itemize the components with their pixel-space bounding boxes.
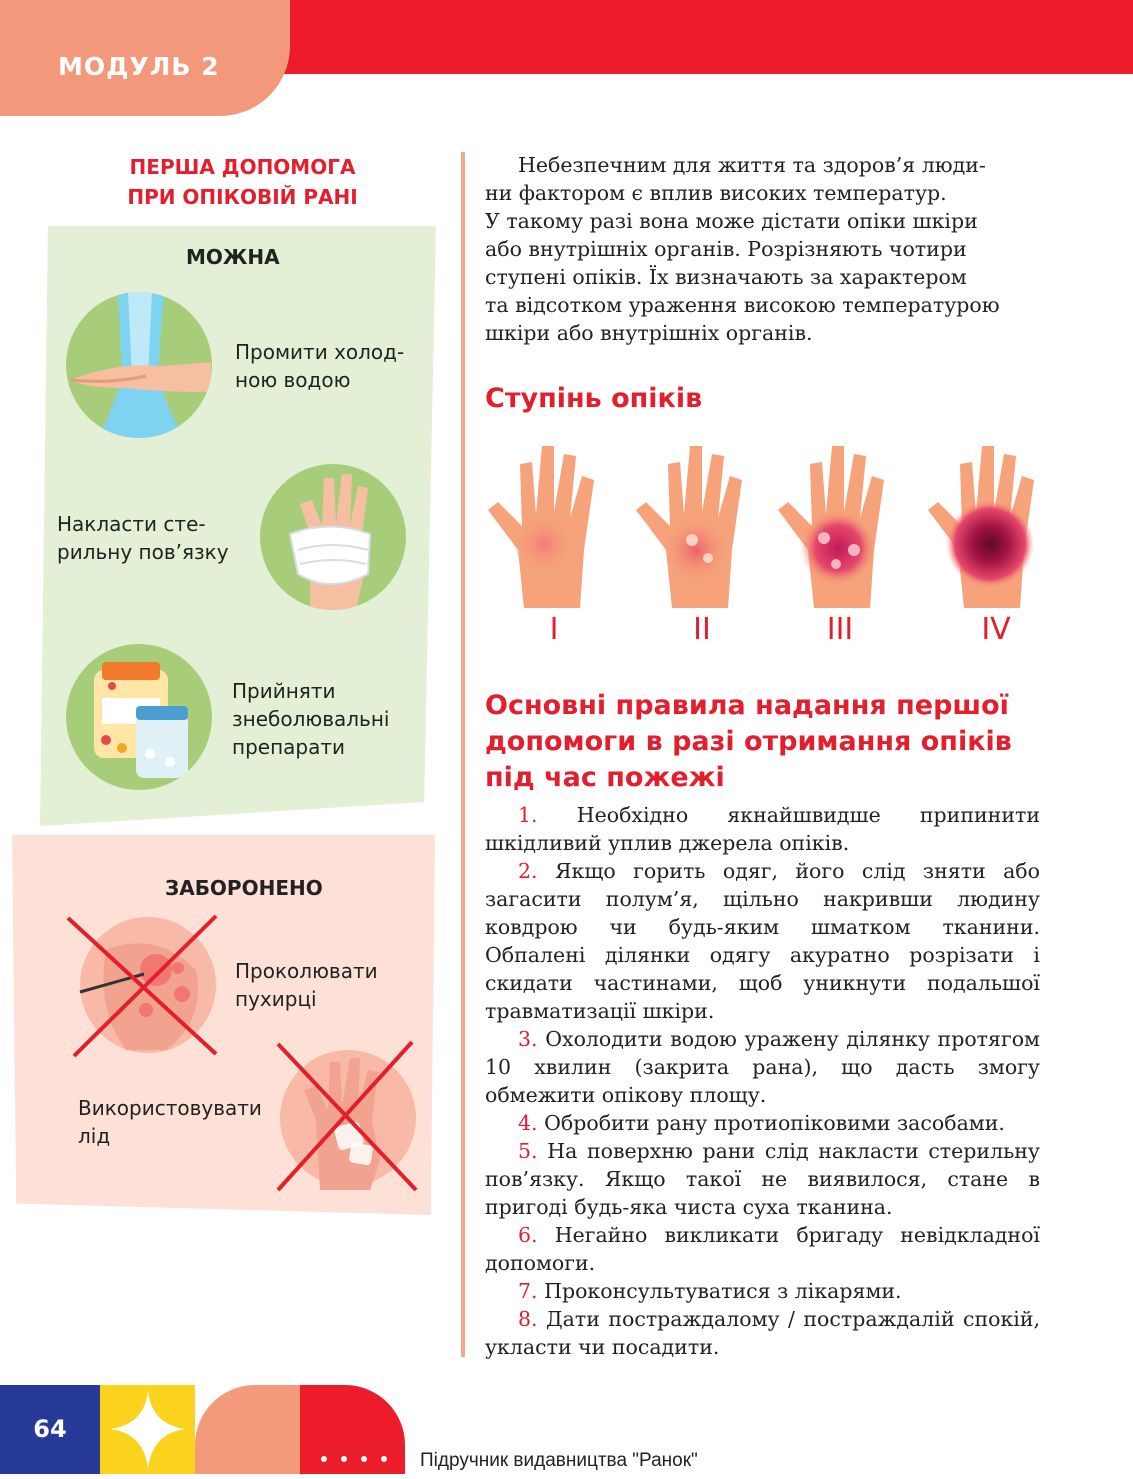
medicine-jars-icon [66, 644, 212, 790]
rules-list [485, 801, 1040, 1361]
dots-icon [300, 1385, 405, 1474]
degree-label-1: I [549, 612, 559, 647]
blister-needle-icon [66, 910, 226, 1060]
allowed-item-3-text: Прийняти знеболювальні препарати [232, 679, 390, 759]
ice-hand-icon [270, 1040, 420, 1195]
rule-item: 8. Дати постраждалому / постраждалій спокій, укласти чи посадити. [485, 1307, 1040, 1359]
footer-red-block [300, 1385, 405, 1474]
burn-hand-4-icon [928, 446, 1034, 608]
allowed-heading: МОЖНА [186, 245, 280, 269]
burn-hand-2-icon [636, 446, 742, 608]
sparkle-icon [100, 1385, 195, 1474]
column-divider [461, 152, 465, 1357]
degrees-heading: Ступінь опіків [485, 383, 703, 414]
bandaged-hand-icon [260, 464, 406, 610]
allowed-item-1-text: Промити холод- ною водою [235, 340, 405, 392]
intro-paragraph: Небезпечним для життя та здоров’я люди- ни фактором є вплив високих температур. У такому разі вона може дістати опіки шкіри або внутрішніх органів. Розрізняють чотири ступені опіків. Їх визначають за характером та відсотком ураження високою температурою шкіри або внутрішніх органів. [485, 153, 1000, 345]
rules-heading: Основні правила надання першої допомоги в разі отримання опіків під час пожежі [485, 690, 1012, 793]
publisher-text: Підручник видавництва "Ранок" [420, 1450, 698, 1471]
burn-hand-3-icon [778, 446, 884, 608]
rule-item: 6. Негайно викликати бригаду невідкладної допомоги. [485, 1223, 1040, 1275]
rule-item: 2. Якщо горить одяг, його слід зняти або загасити полум’я, щільно накривши людину ковдрою чи будь-яким шматком тканини. Обпалені ділянки одягу акуратно розрізати і скидати частинами, щоб уникнути подальшої травматизації шкіри. [485, 859, 1040, 1023]
page-number: 64 [33, 1415, 67, 1443]
module-label: МОДУЛЬ 2 [58, 52, 220, 81]
burn-hand-1-icon [488, 446, 594, 608]
rule-item: 7. Проконсультуватися з лікарями. [518, 1279, 902, 1303]
footer-salmon-block [195, 1385, 300, 1474]
degree-label-3: III [826, 612, 854, 647]
rule-item: 3. Охолодити водою уражену ділянку протягом 10 хвилин (закрита рана), що дасть змогу обмежити опікову площу. [485, 1027, 1040, 1107]
water-hand-icon [66, 292, 212, 438]
degree-label-2: II [693, 612, 711, 647]
allowed-item-2-text: Накласти сте- рильну пов’язку [57, 512, 229, 564]
rule-item: 1. Необхідно якнайшвидше припинити шкідливий уплив джерела опіків. [485, 803, 1040, 855]
rule-item: 4. Обробити рану протиопіковими засобами. [518, 1111, 1005, 1135]
burn-degrees-illustration [484, 440, 1044, 610]
footer-yellow-block [100, 1385, 195, 1474]
first-aid-title [90, 152, 395, 212]
forbidden-item-2-text: Використовувати лід [78, 1096, 262, 1148]
degree-label-4: IV [981, 612, 1011, 647]
rule-item: 5. На поверхню рани слід накласти стерильну пов’язку. Якщо такої не виявилося, стане в пригоді будь-яка чиста суха тканина. [485, 1139, 1040, 1219]
forbidden-heading: ЗАБОРОНЕНО [165, 876, 323, 900]
forbidden-item-1-text: Проколювати пухирці [235, 959, 378, 1011]
first-aid-title-line1: ПЕРША ДОПОМОГА [129, 155, 356, 179]
first-aid-title-line2: ПРИ ОПІКОВІЙ РАНІ [127, 185, 358, 209]
